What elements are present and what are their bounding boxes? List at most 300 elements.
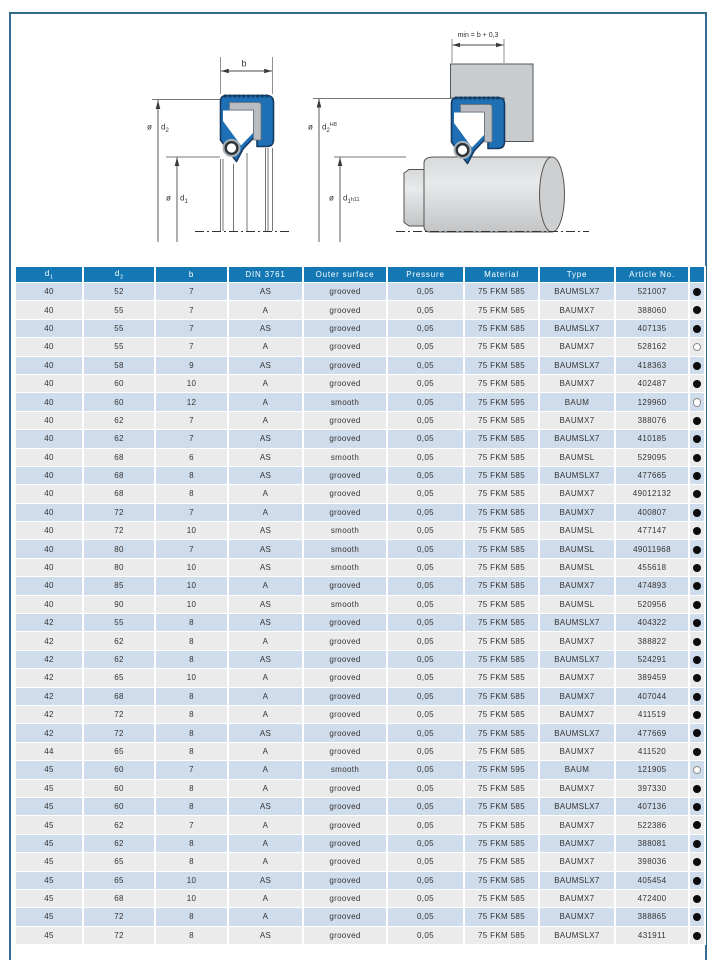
cell: 45 xyxy=(16,798,82,815)
cell: grooved xyxy=(304,283,386,300)
cell: BAUMX7 xyxy=(540,301,614,318)
cell: grooved xyxy=(304,669,386,686)
cell: 7 xyxy=(156,412,227,429)
cell: 52 xyxy=(84,283,154,300)
cell: 72 xyxy=(84,522,154,539)
cell: 455618 xyxy=(616,559,688,576)
cell: BAUMX7 xyxy=(540,632,614,649)
cell: BAUMSLX7 xyxy=(540,430,614,447)
cell: 0,05 xyxy=(388,798,463,815)
cell: 90 xyxy=(84,596,154,613)
cell: 42 xyxy=(16,706,82,723)
cell: 10 xyxy=(156,522,227,539)
cell: BAUMSL xyxy=(540,540,614,557)
cell: 0,05 xyxy=(388,320,463,337)
cell: 0,05 xyxy=(388,467,463,484)
cell: 45 xyxy=(16,761,82,778)
availability-cell xyxy=(690,357,704,374)
cell: BAUMX7 xyxy=(540,688,614,705)
cell: AS xyxy=(229,522,302,539)
availability-cell xyxy=(690,467,704,484)
cell: 0,05 xyxy=(388,485,463,502)
cell: 8 xyxy=(156,467,227,484)
cell: 0,05 xyxy=(388,504,463,521)
availability-filled-dot xyxy=(693,362,701,370)
cell: 40 xyxy=(16,320,82,337)
cell: 68 xyxy=(84,890,154,907)
table-row xyxy=(16,338,704,355)
cell: 405454 xyxy=(616,872,688,889)
cell: 388060 xyxy=(616,301,688,318)
cell: A xyxy=(229,780,302,797)
cell: 62 xyxy=(84,816,154,833)
cell: 0,05 xyxy=(388,927,463,944)
cell: 12 xyxy=(156,393,227,410)
table-row xyxy=(16,504,704,521)
table-row xyxy=(16,485,704,502)
cell: A xyxy=(229,485,302,502)
column-header: b xyxy=(156,267,227,282)
cell: AS xyxy=(229,724,302,741)
availability-cell xyxy=(690,835,704,852)
cell: 0,05 xyxy=(388,596,463,613)
cell: BAUMX7 xyxy=(540,780,614,797)
cell: 62 xyxy=(84,632,154,649)
availability-cell xyxy=(690,485,704,502)
cell: 0,05 xyxy=(388,412,463,429)
cell: 8 xyxy=(156,688,227,705)
catalog-table xyxy=(14,266,706,945)
dim-label-d1: ø $d_1$ xyxy=(166,193,188,205)
cell: grooved xyxy=(304,485,386,502)
availability-cell xyxy=(690,301,704,318)
cell: A xyxy=(229,338,302,355)
cell: AS xyxy=(229,320,302,337)
cell: 521007 xyxy=(616,283,688,300)
availability-cell xyxy=(690,577,704,594)
cell: A xyxy=(229,908,302,925)
column-header: $d_1$ xyxy=(16,267,82,282)
cell: 0,05 xyxy=(388,338,463,355)
cell: 40 xyxy=(16,430,82,447)
cell: 522386 xyxy=(616,816,688,833)
table-row xyxy=(16,651,704,668)
availability-cell xyxy=(690,651,704,668)
table-row xyxy=(16,743,704,760)
availability-cell xyxy=(690,412,704,429)
availability-cell xyxy=(690,614,704,631)
cell: AS xyxy=(229,559,302,576)
cell: BAUMSLX7 xyxy=(540,614,614,631)
cell: smooth xyxy=(304,761,386,778)
cell: 528162 xyxy=(616,338,688,355)
cell: BAUMSL xyxy=(540,522,614,539)
availability-filled-dot xyxy=(693,932,701,940)
cell: 10 xyxy=(156,596,227,613)
cell: 474893 xyxy=(616,577,688,594)
seal-section-view xyxy=(147,57,291,242)
availability-filled-dot xyxy=(693,527,701,535)
cell: 472400 xyxy=(616,890,688,907)
cell: 8 xyxy=(156,614,227,631)
cell: BAUMSLX7 xyxy=(540,724,614,741)
cell: BAUMX7 xyxy=(540,853,614,870)
cell: 477665 xyxy=(616,467,688,484)
cell: BAUMX7 xyxy=(540,412,614,429)
cell: 40 xyxy=(16,301,82,318)
cell: 524291 xyxy=(616,651,688,668)
column-header: Outer surface xyxy=(304,267,386,282)
cell: 75 FKM 585 xyxy=(465,688,538,705)
availability-filled-dot xyxy=(693,785,701,793)
cell: 389459 xyxy=(616,669,688,686)
cell: 388822 xyxy=(616,632,688,649)
cell: 411519 xyxy=(616,706,688,723)
availability-filled-dot xyxy=(693,877,701,885)
cell: BAUMSLX7 xyxy=(540,320,614,337)
availability-filled-dot xyxy=(693,288,701,296)
cell: 10 xyxy=(156,375,227,392)
availability-cell xyxy=(690,430,704,447)
cell: 60 xyxy=(84,780,154,797)
cell: 75 FKM 585 xyxy=(465,412,538,429)
table-row xyxy=(16,669,704,686)
cell: 477147 xyxy=(616,522,688,539)
cell: 75 FKM 585 xyxy=(465,522,538,539)
cell: AS xyxy=(229,614,302,631)
availability-cell xyxy=(690,816,704,833)
availability-cell xyxy=(690,872,704,889)
cell: 0,05 xyxy=(388,761,463,778)
cell: 40 xyxy=(16,449,82,466)
cell: 388081 xyxy=(616,835,688,852)
cell: BAUMSLX7 xyxy=(540,357,614,374)
cell: smooth xyxy=(304,559,386,576)
cell: 75 FKM 585 xyxy=(465,504,538,521)
availability-open-dot xyxy=(693,343,702,352)
cell: BAUMX7 xyxy=(540,908,614,925)
column-header: Article No. xyxy=(616,267,688,282)
cell: smooth xyxy=(304,540,386,557)
cell: grooved xyxy=(304,338,386,355)
cell: A xyxy=(229,669,302,686)
cell: AS xyxy=(229,449,302,466)
cell: 72 xyxy=(84,504,154,521)
cell: 0,05 xyxy=(388,301,463,318)
availability-open-dot xyxy=(693,766,702,775)
cell: 62 xyxy=(84,430,154,447)
table-row xyxy=(16,320,704,337)
bore-lines xyxy=(221,148,273,231)
cell: BAUMX7 xyxy=(540,816,614,833)
availability-cell xyxy=(690,522,704,539)
availability-filled-dot xyxy=(693,748,701,756)
cell: grooved xyxy=(304,320,386,337)
availability-cell xyxy=(690,890,704,907)
cell: 75 FKM 585 xyxy=(465,301,538,318)
cell: 7 xyxy=(156,816,227,833)
table-row xyxy=(16,706,704,723)
cell: 0,05 xyxy=(388,908,463,925)
cell: 60 xyxy=(84,393,154,410)
cell: 10 xyxy=(156,890,227,907)
cell: 72 xyxy=(84,706,154,723)
cell: BAUM xyxy=(540,393,614,410)
cell: grooved xyxy=(304,798,386,815)
table-row xyxy=(16,393,704,410)
cell: 62 xyxy=(84,651,154,668)
table-row xyxy=(16,872,704,889)
cell: A xyxy=(229,743,302,760)
cell: 8 xyxy=(156,798,227,815)
cell: 0,05 xyxy=(388,706,463,723)
cell: 45 xyxy=(16,816,82,833)
availability-filled-dot xyxy=(693,638,701,646)
cell: 520956 xyxy=(616,596,688,613)
availability-filled-dot xyxy=(693,895,701,903)
cell: 10 xyxy=(156,577,227,594)
cell: grooved xyxy=(304,706,386,723)
cell: BAUMX7 xyxy=(540,835,614,852)
table-row xyxy=(16,449,704,466)
cell: smooth xyxy=(304,393,386,410)
cell: 400807 xyxy=(616,504,688,521)
cell: 75 FKM 585 xyxy=(465,669,538,686)
cell: 121905 xyxy=(616,761,688,778)
column-header: $d_2$ xyxy=(84,267,154,282)
cell: 60 xyxy=(84,798,154,815)
cell: BAUMX7 xyxy=(540,338,614,355)
availability-cell xyxy=(690,283,704,300)
table-row xyxy=(16,283,704,300)
availability-filled-dot xyxy=(693,582,701,590)
cell: grooved xyxy=(304,357,386,374)
cell: 129960 xyxy=(616,393,688,410)
cell: 7 xyxy=(156,761,227,778)
cell: 75 FKM 585 xyxy=(465,780,538,797)
cell: 75 FKM 585 xyxy=(465,798,538,815)
cell: 75 FKM 585 xyxy=(465,908,538,925)
cell: 8 xyxy=(156,724,227,741)
cell: A xyxy=(229,577,302,594)
cell: 6 xyxy=(156,449,227,466)
cell: 7 xyxy=(156,338,227,355)
availability-open-dot xyxy=(693,398,702,407)
cell: 40 xyxy=(16,283,82,300)
table-row xyxy=(16,430,704,447)
table-row xyxy=(16,357,704,374)
cell: 7 xyxy=(156,540,227,557)
cell: 0,05 xyxy=(388,540,463,557)
cell: 7 xyxy=(156,283,227,300)
cell: AS xyxy=(229,467,302,484)
cell: 75 FKM 585 xyxy=(465,724,538,741)
availability-cell xyxy=(690,853,704,870)
table-row xyxy=(16,301,704,318)
cell: A xyxy=(229,301,302,318)
cell: grooved xyxy=(304,908,386,925)
availability-cell xyxy=(690,504,704,521)
cell: 60 xyxy=(84,375,154,392)
cell: 58 xyxy=(84,357,154,374)
availability-cell xyxy=(690,669,704,686)
availability-filled-dot xyxy=(693,435,701,443)
cell: 75 FKM 585 xyxy=(465,540,538,557)
cell: 68 xyxy=(84,467,154,484)
availability-filled-dot xyxy=(693,858,701,866)
cell: 40 xyxy=(16,412,82,429)
cell: 75 FKM 585 xyxy=(465,853,538,870)
cell: 0,05 xyxy=(388,357,463,374)
cell: 388076 xyxy=(616,412,688,429)
availability-cell xyxy=(690,780,704,797)
cell: 68 xyxy=(84,449,154,466)
cell: 397330 xyxy=(616,780,688,797)
cell: 60 xyxy=(84,761,154,778)
cell: 42 xyxy=(16,651,82,668)
availability-filled-dot xyxy=(693,656,701,664)
cell: 75 FKM 585 xyxy=(465,338,538,355)
cell: 40 xyxy=(16,393,82,410)
cell: 8 xyxy=(156,927,227,944)
cell: 7 xyxy=(156,430,227,447)
cell: 8 xyxy=(156,632,227,649)
cell: 407136 xyxy=(616,798,688,815)
availability-cell xyxy=(690,596,704,613)
availability-cell xyxy=(690,632,704,649)
column-header: Pressure xyxy=(388,267,463,282)
availability-cell xyxy=(690,320,704,337)
cell: A xyxy=(229,688,302,705)
availability-filled-dot xyxy=(693,306,701,314)
availability-filled-dot xyxy=(693,803,701,811)
cell: 75 FKM 585 xyxy=(465,467,538,484)
cell: 40 xyxy=(16,485,82,502)
cell: 40 xyxy=(16,522,82,539)
cell: 7 xyxy=(156,504,227,521)
cell: 42 xyxy=(16,669,82,686)
cell: 75 FKM 585 xyxy=(465,706,538,723)
cell: grooved xyxy=(304,853,386,870)
cell: BAUMX7 xyxy=(540,485,614,502)
cell: 75 FKM 585 xyxy=(465,743,538,760)
column-header: DIN 3761 xyxy=(229,267,302,282)
specification-table-section xyxy=(14,266,706,945)
cell: 0,05 xyxy=(388,688,463,705)
cell: 75 FKM 585 xyxy=(465,614,538,631)
table-row xyxy=(16,761,704,778)
cell: grooved xyxy=(304,835,386,852)
cell: 40 xyxy=(16,467,82,484)
cell: 0,05 xyxy=(388,430,463,447)
cell: A xyxy=(229,375,302,392)
cell: 0,05 xyxy=(388,449,463,466)
cell: 75 FKM 585 xyxy=(465,927,538,944)
shaft-end xyxy=(540,157,565,232)
cell: 68 xyxy=(84,688,154,705)
cell: 8 xyxy=(156,780,227,797)
cell: 65 xyxy=(84,853,154,870)
cell: 40 xyxy=(16,375,82,392)
cell: BAUM xyxy=(540,761,614,778)
cell: smooth xyxy=(304,596,386,613)
cell: 85 xyxy=(84,577,154,594)
cell: 75 FKM 585 xyxy=(465,835,538,852)
cell: 431911 xyxy=(616,927,688,944)
shaft xyxy=(404,157,565,232)
cell: 40 xyxy=(16,540,82,557)
cell: 75 FKM 585 xyxy=(465,559,538,576)
cell: 0,05 xyxy=(388,651,463,668)
cell: 75 FKM 585 xyxy=(465,357,538,374)
availability-filled-dot xyxy=(693,564,701,572)
cell: grooved xyxy=(304,651,386,668)
cell: 0,05 xyxy=(388,872,463,889)
cell: 411520 xyxy=(616,743,688,760)
cell: 8 xyxy=(156,651,227,668)
cell: 75 FKM 585 xyxy=(465,890,538,907)
cell: A xyxy=(229,816,302,833)
cell: A xyxy=(229,835,302,852)
cell: AS xyxy=(229,596,302,613)
cell: BAUMSLX7 xyxy=(540,651,614,668)
cell: A xyxy=(229,632,302,649)
cell: 40 xyxy=(16,577,82,594)
table-row xyxy=(16,540,704,557)
cell: 40 xyxy=(16,357,82,374)
cell: 7 xyxy=(156,320,227,337)
dim-label-d2: ø $d_2$ xyxy=(147,122,169,134)
availability-filled-dot xyxy=(693,674,701,682)
cell: 44 xyxy=(16,743,82,760)
cell: 0,05 xyxy=(388,393,463,410)
cell: 40 xyxy=(16,559,82,576)
cell: BAUMX7 xyxy=(540,669,614,686)
cell: 8 xyxy=(156,853,227,870)
cell: 65 xyxy=(84,743,154,760)
availability-filled-dot xyxy=(693,619,701,627)
cell: 10 xyxy=(156,872,227,889)
table-row xyxy=(16,559,704,576)
cell: 0,05 xyxy=(388,577,463,594)
cell: grooved xyxy=(304,780,386,797)
cell: 68 xyxy=(84,485,154,502)
cell: 8 xyxy=(156,908,227,925)
cell: 75 FKM 585 xyxy=(465,872,538,889)
cell: A xyxy=(229,412,302,429)
availability-filled-dot xyxy=(693,711,701,719)
cell: 407044 xyxy=(616,688,688,705)
dim-label-d2-H8: ø $d_2^{H8}$ xyxy=(308,122,337,134)
cell: BAUMX7 xyxy=(540,743,614,760)
cell: 0,05 xyxy=(388,743,463,760)
cell: grooved xyxy=(304,412,386,429)
table-row xyxy=(16,816,704,833)
cell: BAUMX7 xyxy=(540,504,614,521)
cell: BAUMSL xyxy=(540,559,614,576)
table-row xyxy=(16,780,704,797)
cell: 45 xyxy=(16,780,82,797)
cell: AS xyxy=(229,540,302,557)
cell: grooved xyxy=(304,688,386,705)
cell: 62 xyxy=(84,412,154,429)
cell: 529095 xyxy=(616,449,688,466)
table-row xyxy=(16,853,704,870)
cell: 40 xyxy=(16,504,82,521)
cell: grooved xyxy=(304,467,386,484)
cell: 75 FKM 595 xyxy=(465,393,538,410)
table-row xyxy=(16,798,704,815)
